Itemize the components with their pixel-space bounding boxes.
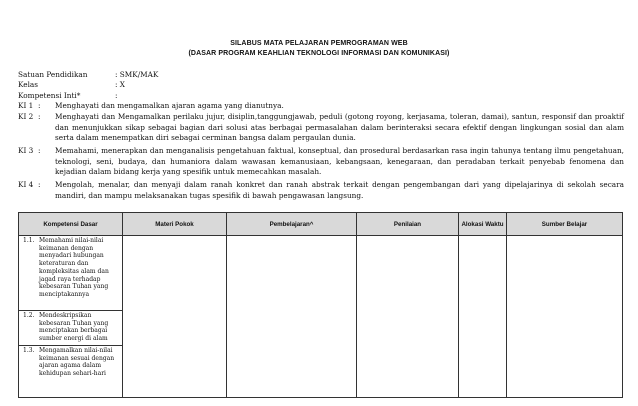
alokasi-waktu-cell xyxy=(459,236,507,398)
meta-label: Kelas xyxy=(18,80,39,89)
document-subtitle: (DASAR PROGRAM KEAHLIAN TEKNOLOGI INFORMASI DAN KOMUNIKASI) xyxy=(188,50,450,57)
meta-label: Kompetensi Inti* xyxy=(18,91,81,100)
ki-text: Menghayati dan mengamalkan ajaran agama yang dianutnya. xyxy=(55,101,284,110)
table-header-row xyxy=(19,213,623,236)
ki-colon: : xyxy=(38,112,41,121)
ki-code: KI 4 xyxy=(18,180,34,189)
kd-text: Mendeskripsikan kebesaran Tuhan yang menciptakan berbagai sumber energi di alam xyxy=(39,312,109,343)
ki-colon: : xyxy=(38,180,41,189)
kd-number: 1.2. xyxy=(23,312,35,319)
header-pembelajaran: Pembelajaran^ xyxy=(227,213,357,236)
ki-text: Mengolah, menalar, dan menyaji dalam ranah konkret dan ranah abstrak terkait dengan pengembangan dari yang dipelajarinya di sekolah secara mandiri, dan mampu melaksanakan tugas spesifik di bawah pengawasan langsung. xyxy=(55,180,624,200)
kd-number: 1.1. xyxy=(23,237,35,244)
meta-value: : SMK/MAK xyxy=(115,70,159,79)
header-kompetensi-dasar: Kompetensi Dasar xyxy=(19,213,123,236)
meta-value: : xyxy=(115,91,118,100)
penilaian-cell xyxy=(357,236,459,398)
materi-pokok-cell xyxy=(123,236,227,398)
ki-text: Memahami, menerapkan dan menganalisis pengetahuan faktual, konseptual, dan prosedural berdasarkan rasa ingin tahunya tentang ilmu pengetahuan, teknologi, seni, budaya, dan humaniora dalam wawasan kemanusiaan, kebangsaan, kenegaraan, dan peradaban terkait penyebab fenomena dan kejadian dalam bidang kerja yang spesifik untuk memecahkan masalah. xyxy=(55,146,624,177)
header-penilaian: Penilaian xyxy=(357,213,459,236)
sumber-belajar-cell xyxy=(507,236,623,398)
table-row xyxy=(19,236,623,398)
kompetensi-dasar-cell xyxy=(19,236,123,398)
syllabus-table xyxy=(18,212,623,398)
kd-item xyxy=(19,311,122,346)
document-title: SILABUS MATA PELAJARAN PEMROGRAMAN WEB xyxy=(230,40,408,47)
ki-2 xyxy=(18,112,624,144)
ki-code: KI 3 xyxy=(18,146,34,155)
ki-colon: : xyxy=(38,146,41,155)
ki-1 xyxy=(18,101,624,112)
kd-text: Mengamalkan nilai-nilai keimanan sesuai dengan ajaran agama dalam kehidupan sehari-hari xyxy=(39,347,115,378)
header-materi-pokok: Materi Pokok xyxy=(123,213,227,236)
meta-label: Satuan Pendidikan xyxy=(18,70,88,79)
pembelajaran-cell xyxy=(227,236,357,398)
kd-item xyxy=(19,346,122,397)
ki-3 xyxy=(18,146,624,178)
ki-code: KI 1 xyxy=(18,101,34,110)
ki-colon: : xyxy=(38,101,41,110)
header-alokasi-waktu: Alokasi Waktu xyxy=(459,213,507,236)
kd-number: 1.3. xyxy=(23,347,35,354)
kd-text: Memahami nilai-nilai keimanan dengan menyadari hubungan keteraturan dan kompleksitas alam dan jagad raya terhadap kebesaran Tuhan yang menciptakannya xyxy=(39,237,109,298)
header-sumber-belajar: Sumber Belajar xyxy=(507,213,623,236)
ki-4 xyxy=(18,180,624,201)
ki-text: Menghayati dan Mengamalkan perilaku jujur, disiplin,tanggungjawab, peduli (gotong royong, kerjasama, toleran, damai), santun, responsif dan proaktif dan menunjukkan sikap sebagai bagian dari solusi atas berbagai permasalahan dalam berinteraksi secara efektif dengan lingkungan sosial dan alam serta dalam menempatkan diri sebagai cerminan bangsa dalam pergaulan dunia. xyxy=(55,112,624,143)
meta-value: : X xyxy=(115,80,125,89)
ki-code: KI 2 xyxy=(18,112,34,121)
kd-item xyxy=(19,236,122,311)
